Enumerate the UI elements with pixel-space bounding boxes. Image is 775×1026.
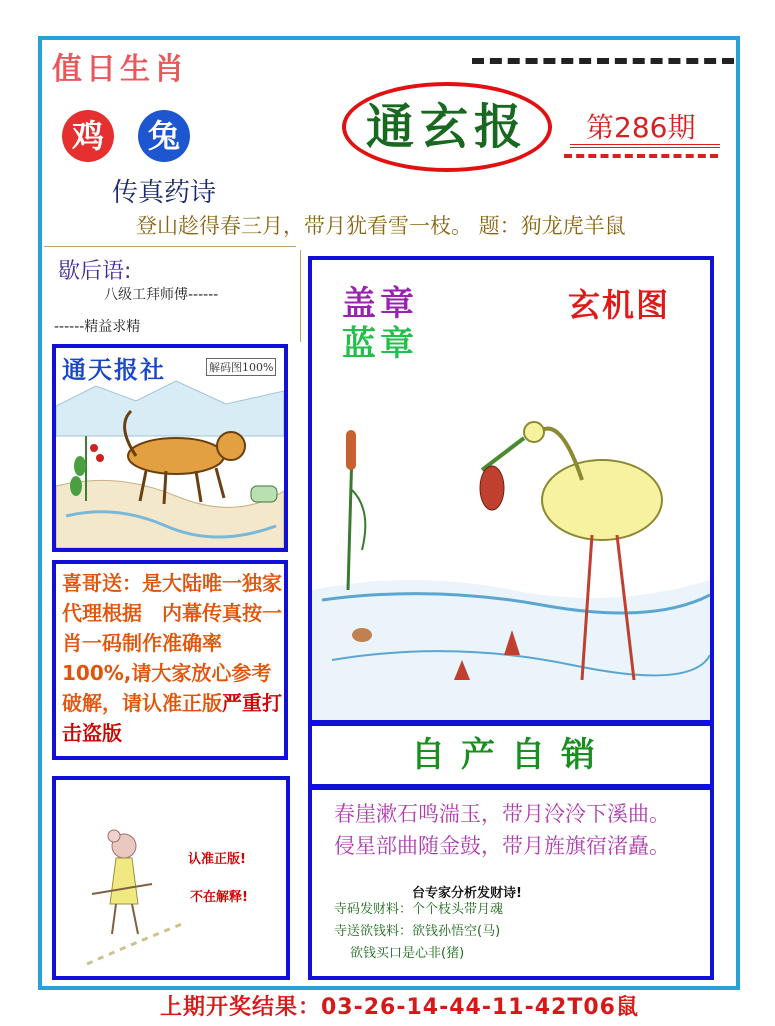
poem-line: 登山趁得春三月，带月犹看雪一枝。 题：狗龙虎羊鼠: [136, 214, 626, 238]
zodiac-rooster-badge: 鸡: [62, 110, 114, 162]
poem-box-item1: 寺码发财料：个个枝头带月魂: [334, 902, 504, 917]
paper-title: 通玄报: [365, 99, 528, 155]
divider: [44, 246, 296, 247]
tianbao-title: 通天报社: [62, 356, 166, 384]
promo-text-warning: 严重打击盗版: [62, 691, 282, 745]
mouse-figure-illustration: [82, 824, 192, 974]
divider-vertical: [300, 250, 301, 342]
xiehou-label: 歇后语:: [58, 259, 132, 284]
issue-underline-dashed: [564, 154, 718, 158]
fax-poem-title: 传真药诗: [112, 178, 217, 208]
xiehou-line2: ------精益求精: [54, 319, 141, 335]
leopard-illustration: [56, 376, 284, 548]
tianbao-subtitle: 解码图100%: [206, 358, 276, 376]
zodiac-rabbit-badge: 兔: [138, 110, 190, 162]
promo-text: [62, 568, 284, 748]
poem-box-line1: 春崖漱石鸣湍玉，带月泠泠下溪曲。: [334, 802, 670, 826]
authentic-notice-box: [52, 776, 290, 980]
authentic-notice-line2: 不在解释!: [190, 890, 248, 905]
poem-box-item3: 欲钱买口是心非(猪): [350, 946, 465, 961]
stamp-green: 蓝章: [342, 324, 418, 364]
stamp-purple: 盖章: [342, 284, 418, 324]
last-draw-result: 上期开奖结果：03-26-14-44-11-42T06鼠: [160, 995, 639, 1020]
banner-text: 自产自销: [411, 735, 611, 775]
poem-box-heading: 台专家分析发财诗!: [412, 886, 522, 901]
banner-box: [308, 722, 714, 788]
header-dash-line: [472, 58, 734, 64]
issue-number: 第286期: [586, 111, 696, 144]
paper-title-ellipse: [342, 82, 552, 172]
duty-zodiac-title: 值日生肖: [52, 52, 188, 87]
poem-box-line2: 侵星部曲随金鼓，带月旌旗宿渚矗。: [334, 834, 670, 858]
issue-underline: [570, 144, 720, 148]
xuanji-picture-box: [308, 256, 714, 724]
tianbao-illustration-box: [52, 344, 288, 552]
xuanji-caption: 玄机图: [568, 286, 671, 324]
promo-box: [52, 560, 288, 760]
poem-box: [308, 786, 714, 980]
poem-box-item2: 寺送欲钱料：欲钱孙悟空(马): [334, 924, 501, 939]
xiehou-line1: 八级工拜师傅------: [104, 287, 219, 303]
promo-text-main: 喜哥送：是大陆唯一独家代理根据 内幕传真按一肖一码制作准确率100%,请大家放心参考破解，请认准正版: [62, 571, 282, 715]
authentic-notice-line1: 认准正版!: [188, 852, 246, 867]
